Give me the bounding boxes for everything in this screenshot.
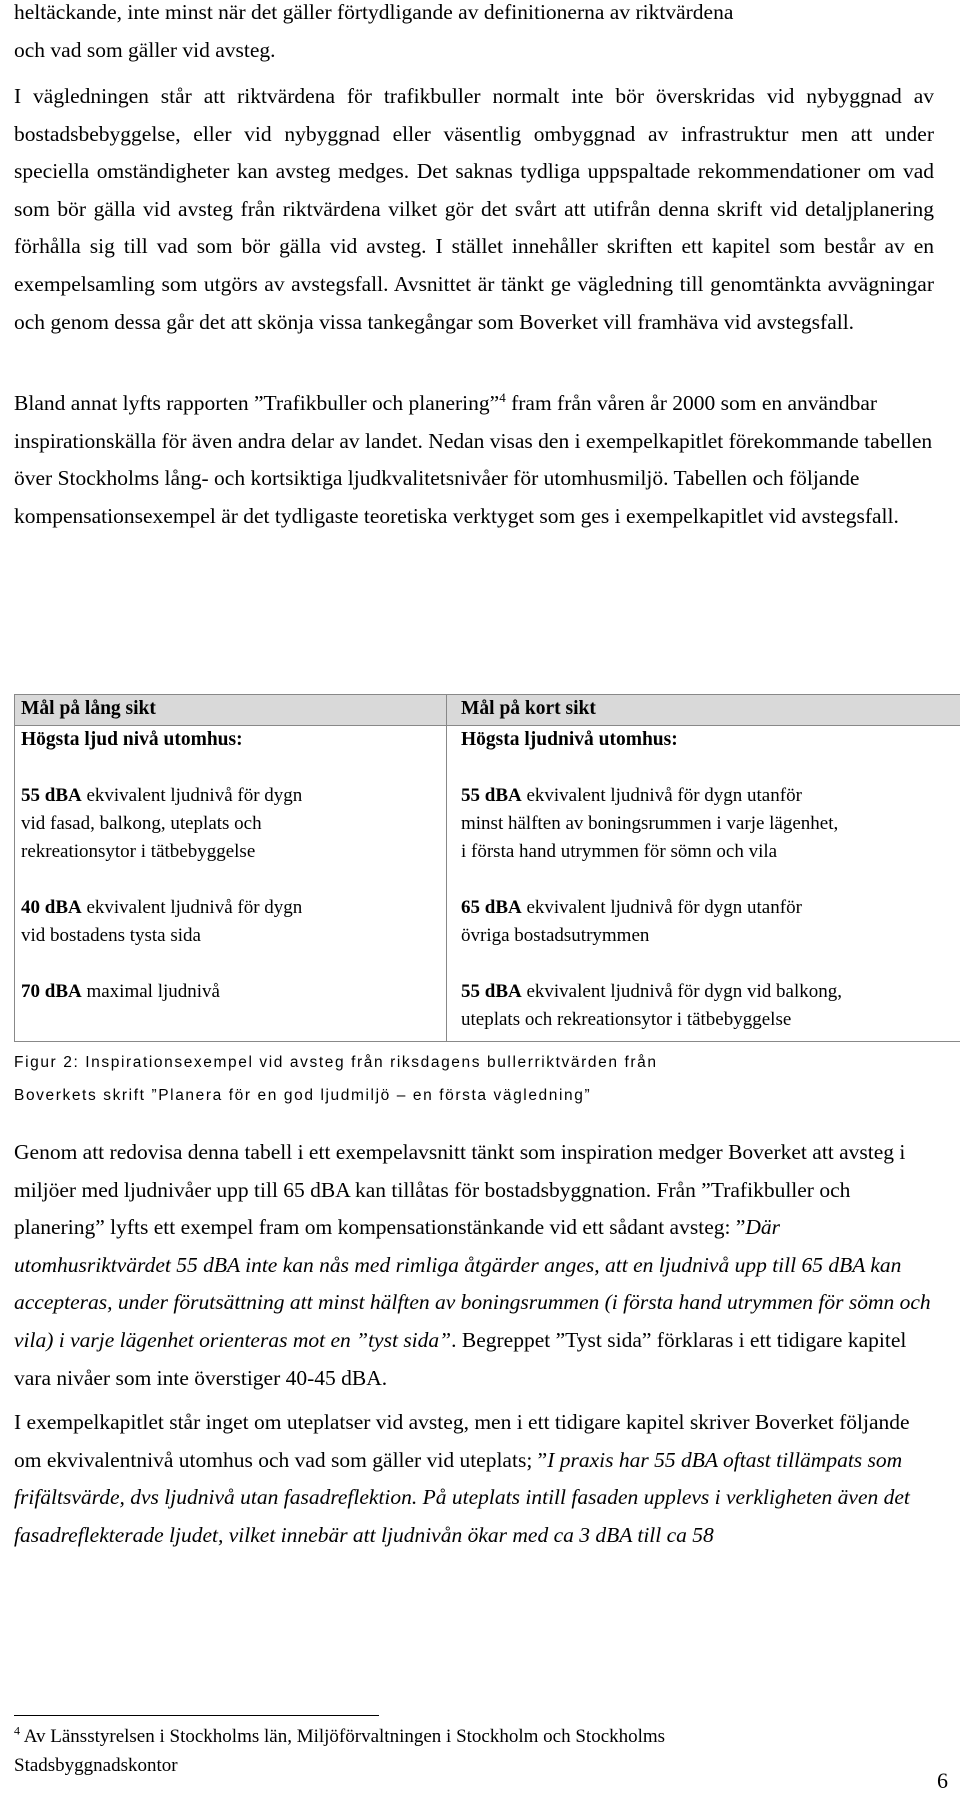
page-number: 6 [937, 1768, 948, 1793]
short-term-text-1c: i första hand utrymmen för sömn och vila [461, 841, 778, 862]
uteplats-quote: I praxis har 55 dBA oftast tillämpats som frifältsvärde, dvs ljudnivå utan fasadreflektion. På uteplats intill fasaden upplevs i verkligheten även det fasadreflekterade ljudet, vilket innebär att ljudnivån ökar med ca 3 dBA till ca 58 [14, 1447, 910, 1547]
short-term-value-2: 65 dBA [461, 897, 522, 918]
long-term-cell [15, 726, 447, 1042]
intro-line-1: heltäckande, inte minst när det gäller förtydligande av definitionerna av riktvärdena [14, 0, 734, 24]
table-body-row [15, 726, 960, 1042]
footnote-line-1: Av Länsstyrelsen i Stockholms län, Miljöförvaltningen i Stockholm och Stockholms [20, 1726, 666, 1747]
footnote-ref-4: 4 [499, 389, 506, 405]
caption-line-1: Figur 2: Inspirationsexempel vid avsteg från riksdagens bullerriktvärden från [14, 1054, 658, 1071]
footnote-separator [14, 1715, 379, 1716]
short-term-item [461, 782, 960, 866]
long-term-value-3: 70 dBA [21, 981, 82, 1002]
figure-caption [14, 1046, 944, 1112]
bland-annat-paragraph [14, 385, 934, 535]
long-term-text-2: ekvivalent ljudnivå för dygn [81, 897, 303, 918]
short-term-text-3b: uteplats och rekreationsytor i tätbebyggelse [461, 1009, 792, 1030]
bland-text-before: Bland annat lyfts rapporten ”Trafikbuller och planering” [14, 391, 500, 415]
footnote [14, 1722, 934, 1780]
short-term-text-1: ekvivalent ljudnivå för dygn utanför [521, 785, 802, 806]
short-term-text-1b: minst hälften av boningsrummen i varje lägenhet, [461, 813, 839, 834]
short-term-text-2: ekvivalent ljudnivå för dygn utanför [521, 897, 802, 918]
intro-paragraph [14, 0, 934, 69]
long-term-subheader: Högsta ljud nivå utomhus: [21, 729, 243, 750]
long-term-item [21, 894, 446, 950]
short-term-value-3: 55 dBA [461, 981, 522, 1002]
long-term-text-1b: vid fasad, balkong, uteplats och [21, 813, 262, 834]
short-term-cell [447, 726, 960, 1042]
long-term-item [21, 978, 446, 1006]
long-term-text-1: ekvivalent ljudnivå för dygn [81, 785, 303, 806]
genom-quote: Där utomhusriktvärdet 55 dBA inte kan nås med rimliga åtgärder anges, att en ljudnivå upp till 65 dBA kan accepteras, under förutsättning att minst hälften av boningsrummen (i första hand utrymmen för sömn och vila) i varje lägenhet orienteras mot en ”tyst sida” [14, 1215, 931, 1352]
table-header-row [15, 695, 960, 726]
long-term-value-2: 40 dBA [21, 897, 82, 918]
long-term-text-1c: rekreationsytor i tätbebyggelse [21, 841, 256, 862]
short-term-subheader: Högsta ljudnivå utomhus: [461, 729, 678, 750]
short-term-text-2b: övriga bostadsutrymmen [461, 925, 650, 946]
genom-text-2: . Begreppet ”Tyst sida” förklaras i ett tidigare kapitel vara nivåer som inte överstiger 40-45 dBA. [14, 1327, 907, 1390]
sound-level-table [14, 694, 960, 1042]
long-term-text-3: maximal ljudnivå [81, 981, 220, 1002]
long-term-value-1: 55 dBA [21, 785, 82, 806]
uteplats-paragraph [14, 1404, 934, 1554]
long-term-item [21, 782, 446, 866]
short-term-item [461, 894, 960, 950]
header-short-term: Mål på kort sikt [447, 695, 960, 726]
short-term-text-3: ekvivalent ljudnivå för dygn vid balkong, [521, 981, 843, 1002]
bland-text-after: fram från våren år 2000 som en användbar inspirationskälla för även andra delar av landet. Nedan visas den i exempelkapitlet förekommande tabellen över Stockholms lång- och kortsiktiga ljudkvalitetsnivåer för utomhusmiljö. Tabellen och följande kompensationsexempel är det tydligaste teoretiska verktyget som ges i exempelkapitlet vid avstegsfall. [14, 391, 933, 528]
short-term-value-1: 55 dBA [461, 785, 522, 806]
genom-paragraph [14, 1134, 934, 1397]
intro-line-2: och vad som gäller vid avsteg. [14, 37, 276, 62]
short-term-item [461, 978, 960, 1034]
vagledning-paragraph: I vägledningen står att riktvärdena för trafikbuller normalt inte bör överskridas vid nybyggnad av bostadsbebyggelse, eller vid nybyggnad eller väsentlig ombyggnad av infrastruktur men att under speciella omständigheter kan avsteg medges. Det saknas tydliga uppspaltade rekommendationer om vad som bör gälla vid avsteg från riktvärdena vilket gör det svårt att utifrån denna skrift vid detaljplanering förhålla sig till vad som bör gälla vid avsteg. I stället innehåller skriften ett kapitel som består av en exempelsamling som utgörs av avstegsfall. Avsnittet är tänkt ge vägledning till genomtänkta avvägningar och genom dessa går det att skönja vissa tankegångar som Boverket vill framhäva vid avstegsfall. [14, 84, 934, 334]
footnote-line-2: Stadsbyggnadskontor [14, 1755, 178, 1776]
long-term-text-2b: vid bostadens tysta sida [21, 925, 201, 946]
uteplats-text: I exempelkapitlet står inget om uteplatser vid avsteg, men i ett tidigare kapitel skriver Boverket följande om ekvivalentnivå utomhus och vad som gäller vid uteplats; ” [14, 1410, 910, 1472]
caption-line-2: Boverkets skrift ”Planera för en god ljudmiljö – en första vägledning” [14, 1087, 592, 1104]
genom-text-1: Genom att redovisa denna tabell i ett exempelavsnitt tänkt som inspiration medger Boverket att avsteg i miljöer med ljudnivåer upp till 65 dBA kan tillåtas för bostadsbyggnation. Från ”Trafikbuller och planering” lyfts ett exempel fram om kompensationstänkande vid ett sådant avsteg: ” [14, 1140, 906, 1240]
footnote-number: 4 [14, 1723, 20, 1738]
header-long-term: Mål på lång sikt [15, 695, 447, 726]
